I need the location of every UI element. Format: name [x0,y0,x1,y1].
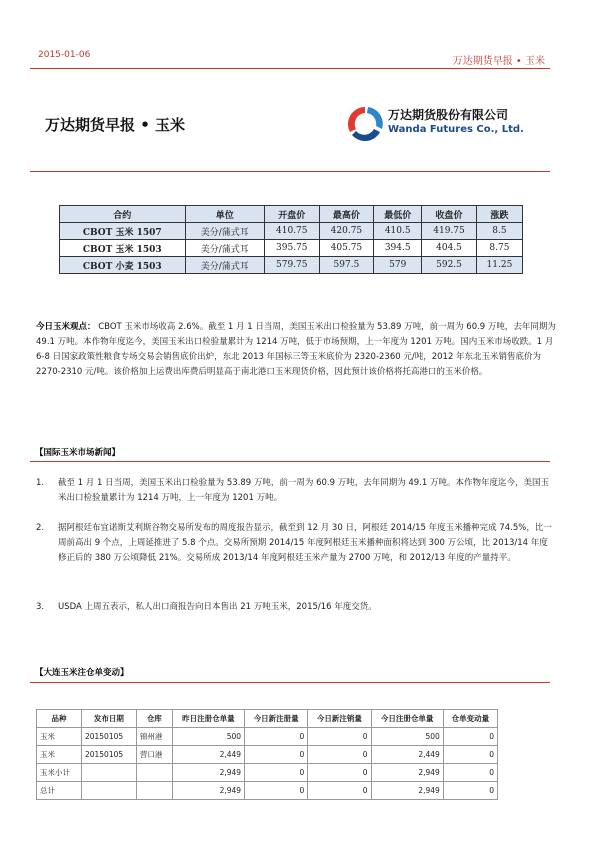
cell-unit: 美分/蒲式耳 [185,257,264,274]
cell-receipt-change: 0 [443,782,497,800]
col-variety: 品种 [37,710,82,728]
warehouse-receipt-table [36,709,498,800]
cell-warehouse: 锦州港 [136,728,172,746]
col-warehouse: 仓库 [136,710,172,728]
table-row [37,764,498,782]
col-new-registered: 今日新注册量 [245,710,308,728]
cell-warehouse [136,764,172,782]
cell-unit: 美分/蒲式耳 [185,223,264,240]
table-row [60,257,523,274]
cell-new-registered: 0 [245,764,308,782]
market-view-text: CBOT 玉米市场收高 2.6%。截至 1 月 1 日当周，美国玉米出口检验量为 53.89 万吨，前一周为 60.9 万吨，去年同期为 49.1 万吨。本作物年度迄今，美国玉米出口检验量累计为 1214 万吨，低于市场预期，上一年度为 1201 万吨。国内玉米市场收跌。1 月 6-8 日国家政策性粮食专场交易会销售底价出炉，东北 2013 年国标三等玉米底价为 2320-2360 元/吨，2012 年东北玉米销售底价为 2270-2310 元/吨。该价格加上运费出库费后明显高于南北港口玉米现货价格，因此预计该价格将托高港口的玉米价格。 [36,322,556,377]
header-divider [30,68,550,69]
list-item-text: 截至 1 月 1 日当周，美国玉米出口检验量为 53.89 万吨，前一周为 60.9 万吨，去年同期为 49.1 万吨。本作物年度迄今，美国玉米出口检验量累计为 1214 万吨，上一年度为 1201 万吨。 [58,478,550,503]
cell-warehouse: 营口港 [136,746,172,764]
cell-close: 404.5 [422,240,477,257]
cell-change: 11.25 [476,257,522,274]
list-item-number: 1. [36,478,45,488]
cell-high: 405.75 [319,240,374,257]
table-row [60,240,523,257]
header-report-title: 万达期货早报 • 玉米 [452,56,545,67]
futures-price-table [59,205,523,274]
logo-company-name-en: Wanda Futures Co., Ltd. [388,124,524,135]
cell-low: 410.5 [374,223,422,240]
title-divider [30,171,550,172]
col-unit: 单位 [185,206,264,223]
wanda-logo-icon [344,104,386,144]
cell-prev-registered: 2,949 [172,782,244,800]
col-contract: 合约 [60,206,186,223]
col-today-registered: 今日注册仓单量 [371,710,443,728]
cell-contract: CBOT 小麦 1503 [60,257,186,274]
cell-close: 592.5 [422,257,477,274]
section-divider [30,461,550,462]
logo-company-name-cn: 万达期货股份有限公司 [388,108,509,122]
market-view-paragraph [36,320,558,380]
list-item-text: 据阿根廷布宜诺斯艾利斯谷物交易所发布的周度报告显示，截至到 12 月 30 日，阿根廷 2014/15 年度玉米播种完成 74.5%，比一周前高出 9 个点，上周延推进了 5.8 个点。交易所预期 2014/15 年度阿根廷玉米播种面积将达到 300 万公顷，比 2013/14 年度修正后的 380 万公顷降低 21%。交易所成 2013/14 年度阿根廷玉米产量为 2700 万吨，和 2012/13 年度的产量持平。 [58,523,552,563]
cell-receipt-change: 0 [443,728,497,746]
page-title: 万达期货早报 • 玉米 [45,116,186,134]
company-logo [344,104,544,144]
cell-change: 8.5 [476,223,522,240]
report-date: 2015-01-06 [38,50,91,60]
section-title-international-news: 【国际玉米市场新闻】 [35,448,121,458]
col-change: 涨跌 [476,206,522,223]
cell-variety: 玉米 [37,728,82,746]
cell-date [81,764,136,782]
cell-prev-registered: 2,449 [172,746,244,764]
cell-new-cancelled: 0 [308,764,371,782]
col-low: 最低价 [374,206,422,223]
table-row [37,782,498,800]
cell-today-registered: 2,949 [371,764,443,782]
section-divider [30,682,550,683]
col-date: 发布日期 [81,710,136,728]
cell-date [81,782,136,800]
cell-change: 8.75 [476,240,522,257]
col-close: 收盘价 [422,206,477,223]
table-row [37,728,498,746]
cell-contract: CBOT 玉米 1507 [60,223,186,240]
cell-low: 579 [374,257,422,274]
table-row [60,223,523,240]
section-title-warehouse-receipts: 【大连玉米注仓单变动】 [35,668,129,678]
receipt-table-header-row [37,710,498,728]
cell-variety: 玉米 [37,746,82,764]
cell-new-registered: 0 [245,728,308,746]
cell-today-registered: 2,949 [371,782,443,800]
list-item-text: USDA 上周五表示，私人出口商报告向日本售出 21 万吨玉米，2015/16 年度交货。 [58,602,377,612]
cell-variety: 总计 [37,782,82,800]
cell-today-registered: 500 [371,728,443,746]
list-item [36,476,556,506]
cell-receipt-change: 0 [443,764,497,782]
cell-open: 579.75 [264,257,319,274]
cell-high: 597.5 [319,257,374,274]
cell-new-cancelled: 0 [308,728,371,746]
cell-prev-registered: 2,949 [172,764,244,782]
cell-date: 20150105 [81,728,136,746]
cell-unit: 美分/蒲式耳 [185,240,264,257]
cell-close: 419.75 [422,223,477,240]
cell-high: 420.75 [319,223,374,240]
cell-new-cancelled: 0 [308,782,371,800]
cell-new-registered: 0 [245,746,308,764]
cell-date: 20150105 [81,746,136,764]
table-row [37,746,498,764]
cell-variety: 玉米小计 [37,764,82,782]
col-open: 开盘价 [264,206,319,223]
cell-warehouse [136,782,172,800]
cell-open: 395.75 [264,240,319,257]
cell-low: 394.5 [374,240,422,257]
col-prev-registered: 昨日注册仓单量 [172,710,244,728]
cell-today-registered: 2,449 [371,746,443,764]
cell-open: 410.75 [264,223,319,240]
cell-new-registered: 0 [245,782,308,800]
cell-prev-registered: 500 [172,728,244,746]
col-high: 最高价 [319,206,374,223]
list-item [36,521,556,566]
market-view-label: 今日玉米观点： [36,322,96,332]
cell-contract: CBOT 玉米 1503 [60,240,186,257]
list-item-number: 2. [36,523,45,533]
list-item-number: 3. [36,602,45,612]
price-table-header-row [60,206,523,223]
cell-receipt-change: 0 [443,746,497,764]
col-receipt-change: 仓单变动量 [443,710,497,728]
col-new-cancelled: 今日新注销量 [308,710,371,728]
cell-new-cancelled: 0 [308,746,371,764]
list-item [36,600,556,615]
